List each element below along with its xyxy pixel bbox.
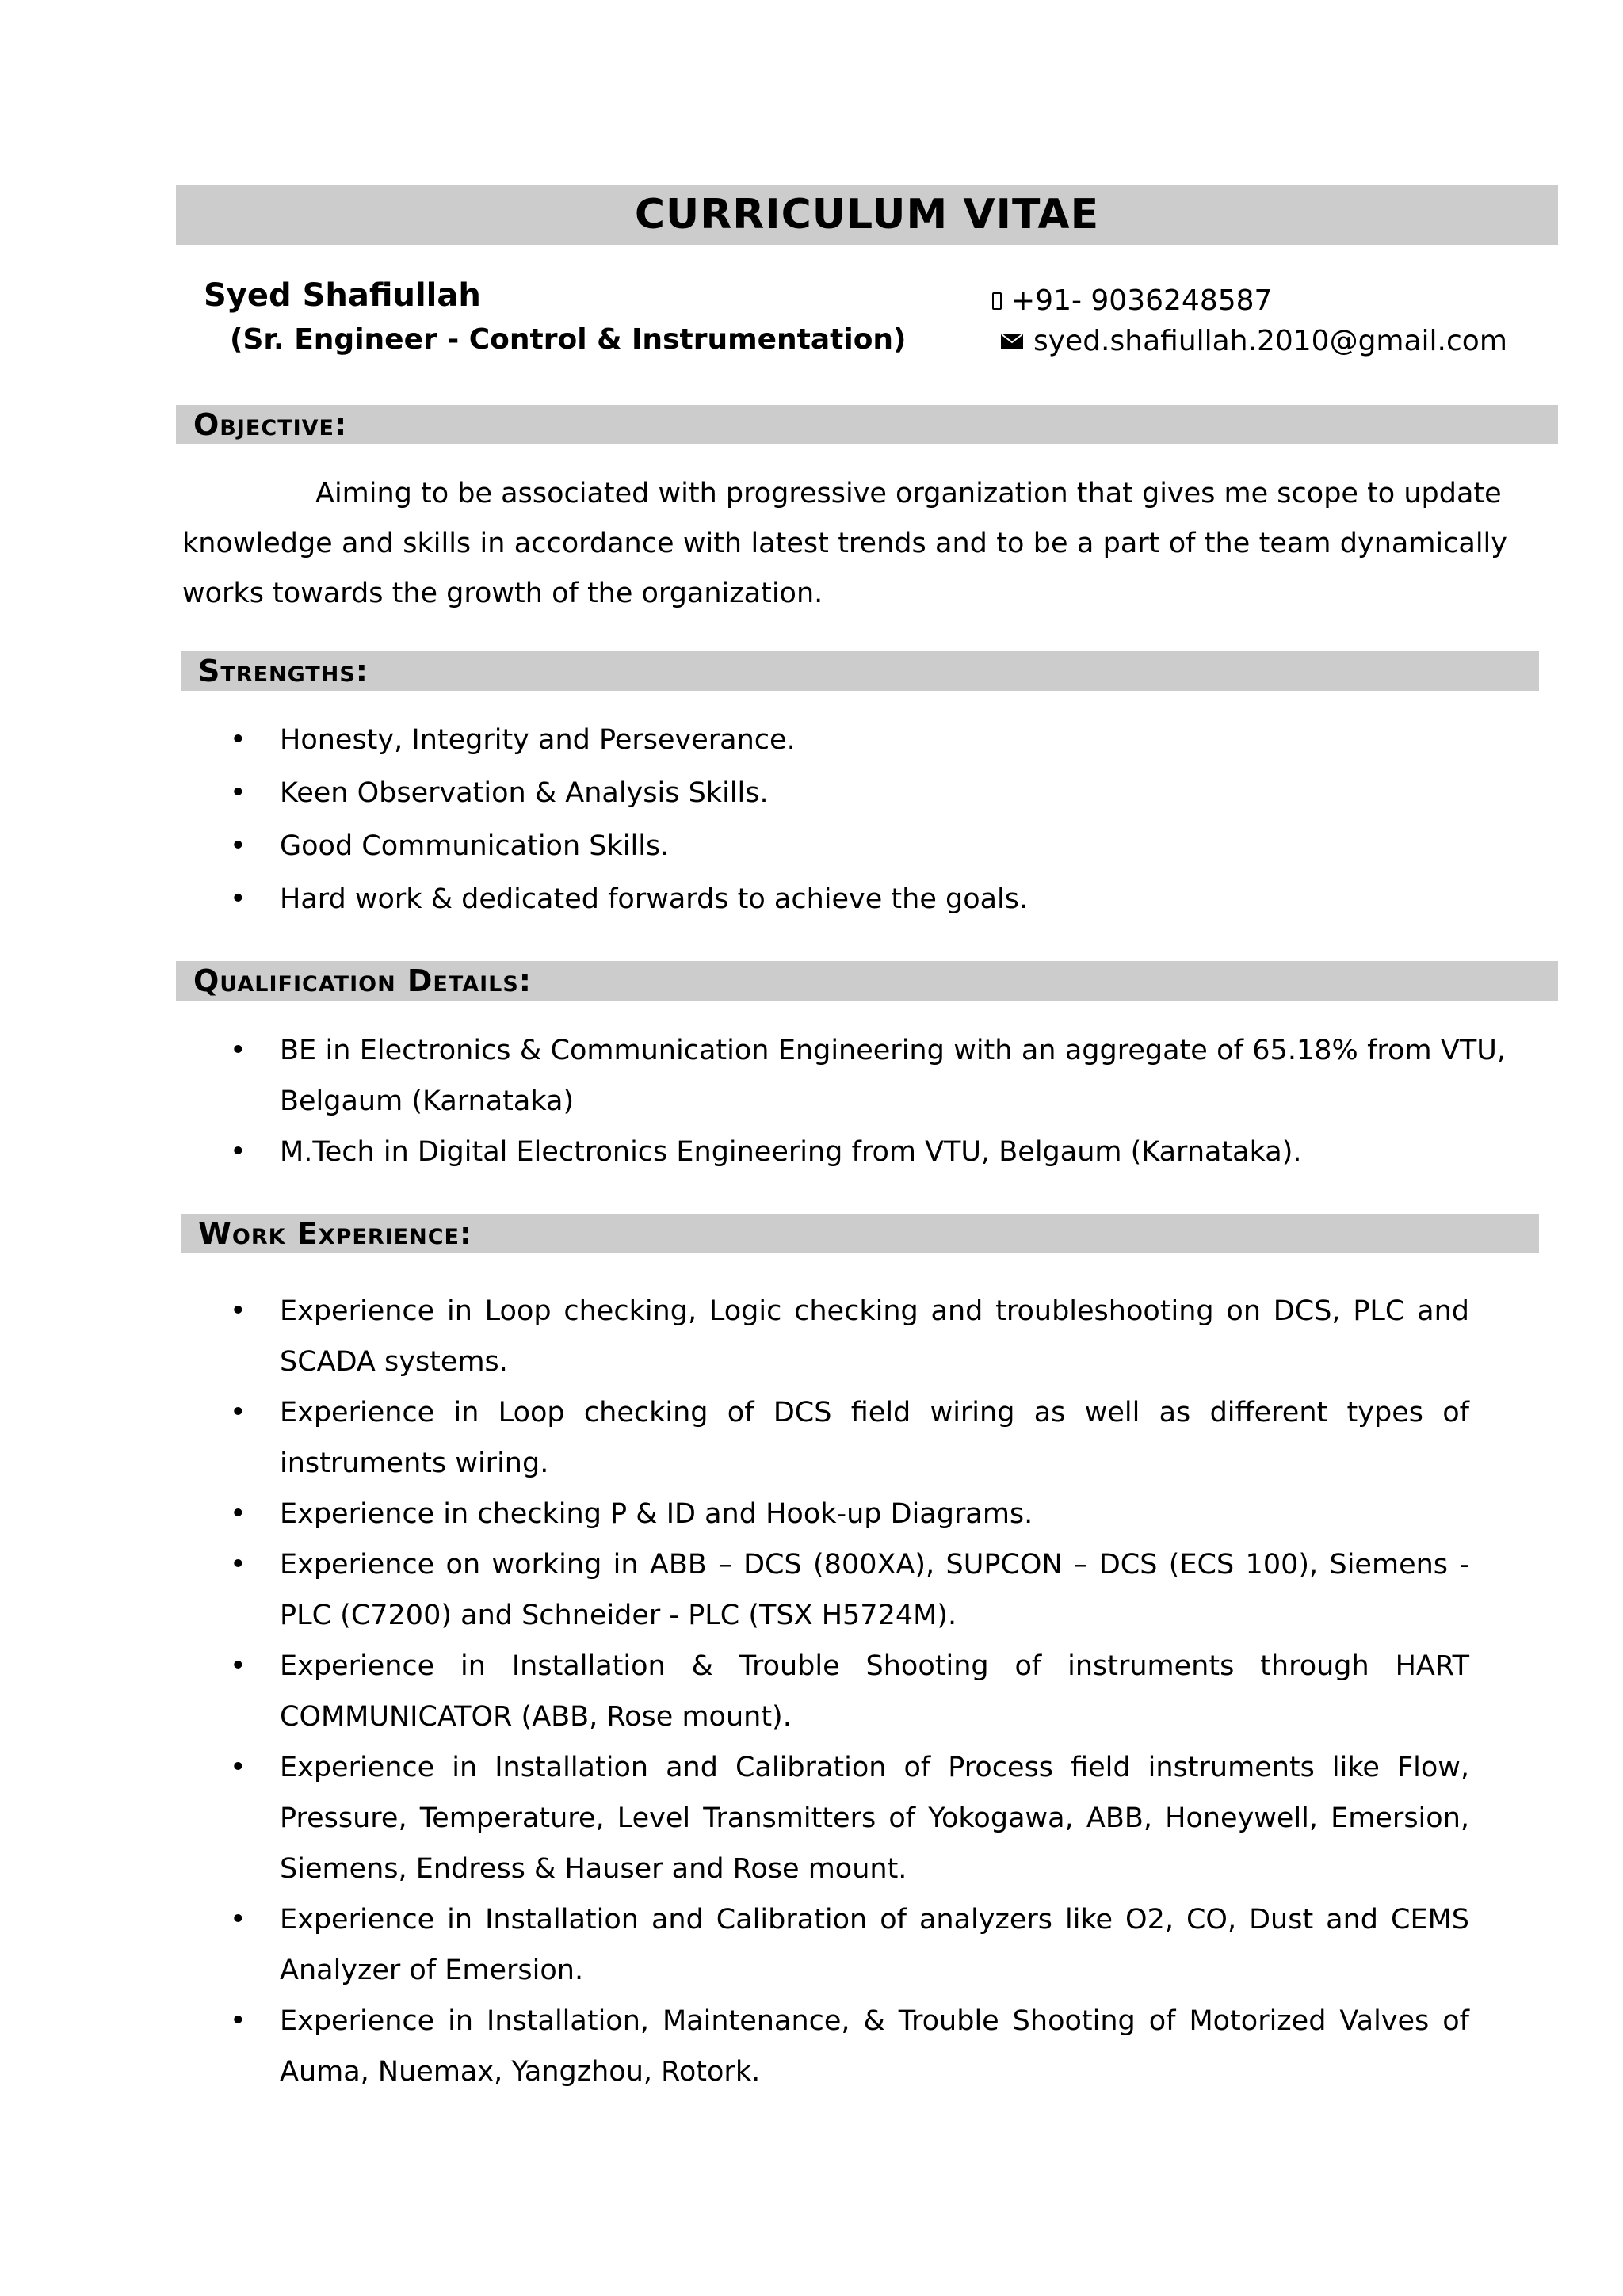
list-item: • Honesty, Integrity and Perseverance. [182, 714, 1507, 767]
list-item: • Good Communication Skills. [182, 820, 1507, 873]
qualification-heading: Qualification Details: [193, 963, 532, 998]
list-item: • Experience in Installation and Calibration of analyzers like O2, CO, Dust and CEMS Analyzer of Emersion. [182, 1894, 1469, 1996]
objective-text-rest: knowledge and skills in accordance with latest trends and to be a part of the team dynamically works towards the growth of the organization. [182, 528, 1507, 609]
strengths-heading: Strengths: [198, 654, 369, 688]
candidate-name: Syed Shafiullah [204, 277, 481, 314]
qualification-list [182, 1025, 1506, 1177]
strengths-list [182, 714, 1507, 926]
strengths-heading-bar [181, 651, 1539, 691]
email-contact [1000, 325, 1507, 357]
list-item: • Experience in Loop checking, Logic checking and troubleshooting on DCS, PLC and SCADA systems. [182, 1286, 1469, 1387]
list-item: • Experience on working in ABB – DCS (800XA), SUPCON – DCS (ECS 100), Siemens - PLC (C7200) and Schneider - PLC (TSX H5724M). [182, 1539, 1469, 1641]
objective-paragraph [182, 469, 1507, 619]
qualification-heading-bar [176, 961, 1558, 1001]
phone-icon [992, 292, 1002, 310]
envelope-icon [1000, 333, 1024, 350]
objective-line-1: Aiming to be associated with progressive organization that gives me scope to update [315, 478, 1502, 509]
candidate-role: (Sr. Engineer - Control & Instrumentation) [230, 323, 907, 356]
objective-heading: Objective: [193, 407, 348, 442]
list-item: • Experience in Installation, Maintenance, & Trouble Shooting of Motorized Valves of Auma, Nuemax, Yangzhou, Rotork. [182, 1996, 1469, 2097]
email-address[interactable]: syed.shafiullah.2010@gmail.com [1033, 325, 1507, 357]
phone-number: +91- 9036248587 [1011, 284, 1273, 317]
list-item: • Keen Observation & Analysis Skills. [182, 767, 1507, 820]
list-item: • Experience in Installation and Calibration of Process field instruments like Flow, Pressure, Temperature, Level Transmitters of Yokogawa, ABB, Honeywell, Emersion, Siemens, Endress & Hauser and Rose mount. [182, 1742, 1469, 1894]
objective-heading-bar [176, 405, 1558, 444]
list-item: • BE in Electronics & Communication Engineering with an aggregate of 65.18% from VTU, Belgaum (Karnataka) [182, 1025, 1506, 1127]
list-item: • Experience in Installation & Trouble Shooting of instruments through HART COMMUNICATOR (ABB, Rose mount). [182, 1641, 1469, 1742]
list-item: • Hard work & dedicated forwards to achieve the goals. [182, 873, 1507, 926]
title-bar [176, 185, 1558, 245]
list-item: • Experience in checking P & ID and Hook-up Diagrams. [182, 1489, 1469, 1539]
phone-contact [992, 284, 1272, 317]
experience-list [182, 1286, 1469, 2097]
list-item: • Experience in Loop checking of DCS field wiring as well as different types of instruments wiring. [182, 1387, 1469, 1489]
document-title: CURRICULUM VITAE [634, 191, 1100, 238]
experience-heading-bar [181, 1214, 1539, 1253]
experience-heading: Work Experience: [198, 1216, 473, 1251]
list-item: • M.Tech in Digital Electronics Engineering from VTU, Belgaum (Karnataka). [182, 1127, 1506, 1177]
